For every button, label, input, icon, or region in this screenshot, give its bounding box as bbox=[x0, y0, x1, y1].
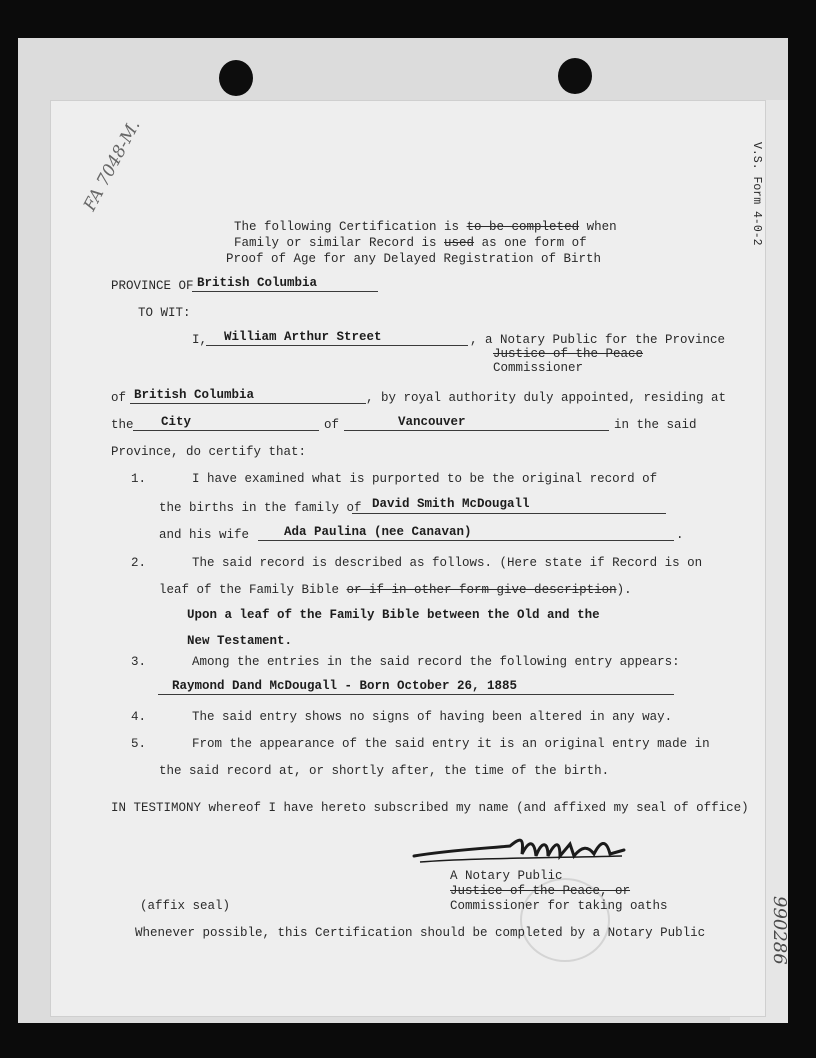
province-value: British Columbia bbox=[197, 276, 318, 290]
footer-note: Whenever possible, this Certification should be completed by a Notary Public bbox=[135, 926, 706, 940]
item-1-line-1: I have examined what is purported to be the original record of bbox=[192, 472, 658, 486]
mother-period: . bbox=[676, 528, 684, 542]
item-number-3: 3. bbox=[131, 655, 147, 669]
of-suffix: , by royal authority duly appointed, residing at bbox=[366, 391, 727, 405]
item-number-1: 1. bbox=[131, 472, 147, 486]
punch-hole-left bbox=[219, 60, 253, 96]
certify-text: Province, do certify that: bbox=[111, 445, 307, 459]
signature-title-2-struck: Justice of the Peace, or bbox=[450, 884, 631, 898]
notary-role-struck: Justice of the Peace bbox=[493, 347, 644, 361]
item-2-line-1: The said record is described as follows. (Here state if Record is on bbox=[192, 556, 703, 570]
punch-hole-right bbox=[558, 58, 592, 94]
item-number-5: 5. bbox=[131, 737, 147, 751]
birth-entry-underline bbox=[158, 694, 674, 695]
birth-entry: Raymond Dand McDougall - Born October 26, 1885 bbox=[172, 679, 518, 693]
residence-suffix: in the said bbox=[614, 418, 697, 432]
residence-type: City bbox=[161, 415, 192, 429]
residence-of: of bbox=[324, 418, 340, 432]
item-number-2: 2. bbox=[131, 556, 147, 570]
notary-role: , a Notary Public for the Province bbox=[470, 333, 726, 347]
residence-the: the bbox=[111, 418, 134, 432]
form-number: V.S. Form 4-0-2 bbox=[750, 142, 763, 246]
mother-name: Ada Paulina (nee Canavan) bbox=[284, 525, 472, 539]
testimony-text: IN TESTIMONY whereof I have hereto subscribed my name (and affixed my seal of office) bbox=[111, 801, 749, 815]
item-3-line-1: Among the entries in the said record the following entry appears: bbox=[192, 655, 680, 669]
signature-title-3: Commissioner for taking oaths bbox=[450, 899, 668, 913]
of-label: of bbox=[111, 391, 127, 405]
notary-underline bbox=[206, 345, 468, 346]
province-underline bbox=[192, 291, 378, 292]
handwritten-reference: FA 7048-M. bbox=[80, 116, 145, 215]
item-4-line-1: The said entry shows no signs of having been altered in any way. bbox=[192, 710, 673, 724]
item-1-line-2: the births in the family of bbox=[159, 501, 362, 515]
signature-scrawl bbox=[410, 832, 630, 872]
header-line-2: Family or similar Record is used as one form of bbox=[234, 236, 587, 250]
header-line-1: The following Certification is to be completed when bbox=[234, 220, 617, 234]
item-2-line-2: leaf of the Family Bible or if in other form give description). bbox=[159, 583, 632, 597]
signature-title-1: A Notary Public bbox=[450, 869, 563, 883]
record-description-1: Upon a leaf of the Family Bible between the Old and the bbox=[187, 608, 600, 622]
item-1-line-3: and his wife bbox=[159, 528, 250, 542]
residence-place: Vancouver bbox=[398, 415, 466, 429]
record-description-2: New Testament. bbox=[187, 634, 293, 648]
notary-role-commissioner: Commissioner bbox=[493, 361, 584, 375]
item-number-4: 4. bbox=[131, 710, 147, 724]
item-5-line-1: From the appearance of the said entry it is an original entry made in bbox=[192, 737, 710, 751]
father-underline bbox=[352, 513, 666, 514]
header-line-3: Proof of Age for any Delayed Registration of Birth bbox=[226, 252, 602, 266]
mother-underline bbox=[258, 540, 674, 541]
of-underline bbox=[130, 403, 366, 404]
handwritten-number: 990286 bbox=[769, 896, 790, 965]
of-value: British Columbia bbox=[134, 388, 255, 402]
to-wit: TO WIT: bbox=[138, 306, 191, 320]
residence-type-underline bbox=[133, 430, 319, 431]
father-name: David Smith McDougall bbox=[372, 497, 530, 511]
affix-seal-note: (affix seal) bbox=[140, 899, 231, 913]
item-5-line-2: the said record at, or shortly after, the time of the birth. bbox=[159, 764, 610, 778]
province-label: PROVINCE OF bbox=[111, 279, 194, 293]
residence-place-underline bbox=[344, 430, 609, 431]
notary-name: William Arthur Street bbox=[224, 330, 382, 344]
notary-prefix: I, bbox=[192, 333, 208, 347]
